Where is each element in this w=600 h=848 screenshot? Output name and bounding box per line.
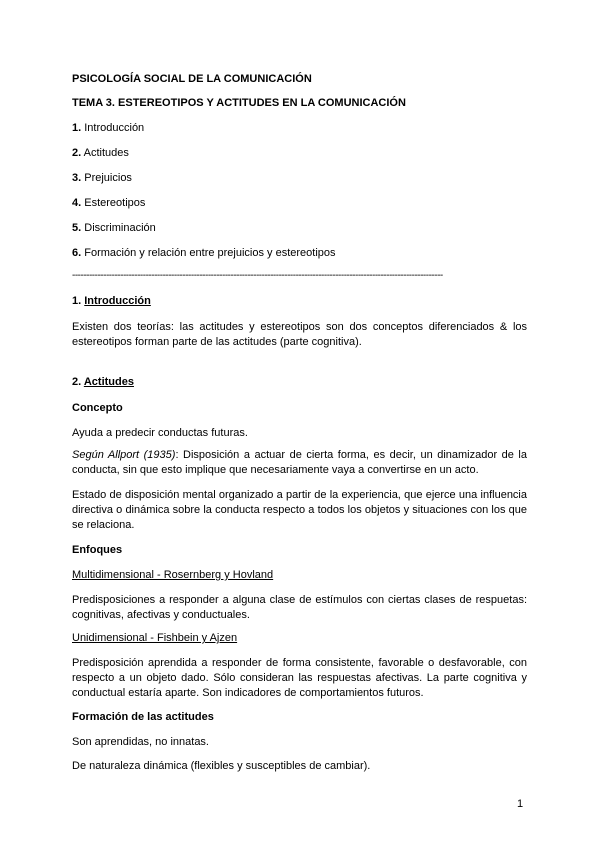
paragraph: Predisposición aprendida a responder de forma consistente, favorable o desfavorable, con respecto a un objeto dado. Sólo consideran las respuestas afectivas. La parte cognitiva y conductual estaría aparte. Son indicadores de comportamientos futuros. [72, 657, 527, 699]
toc-item [72, 146, 527, 161]
section-number: 2. [72, 376, 82, 388]
toc-item [72, 246, 527, 261]
subsection-heading: Enfoques [72, 544, 123, 556]
approach-heading: Multidimensional - Rosernberg y Hovland [72, 569, 274, 581]
page-number: 1 [517, 798, 524, 810]
toc-item-label: Prejuicios [84, 172, 132, 184]
section-number: 1. [72, 295, 82, 307]
toc-item-number: 2. [72, 147, 82, 159]
toc-item-number: 4. [72, 197, 82, 209]
toc-item-number: 3. [72, 172, 82, 184]
paragraph: Estado de disposición mental organizado a partir de la experiencia, que ejerce una influencia directiva o dinámica sobre la conducta respecto a todos los objetos y situaciones con los que se relaciona. [72, 489, 527, 531]
toc-item [72, 196, 527, 211]
toc-item [72, 121, 527, 136]
toc-item [72, 171, 527, 186]
paragraph: De naturaleza dinámica (flexibles y susceptibles de cambiar). [72, 760, 371, 772]
section-heading [72, 375, 527, 390]
toc-item-number: 6. [72, 247, 82, 259]
subsection-heading: Formación de las actitudes [72, 711, 214, 723]
section-heading [72, 294, 527, 309]
toc-item-number: 5. [72, 222, 82, 234]
paragraph: Ayuda a predecir conductas futuras. [72, 427, 248, 439]
subsection-heading: Concepto [72, 402, 123, 414]
toc-item-label: Estereotipos [84, 197, 146, 209]
toc-item-label: Formación y relación entre prejuicios y estereotipos [84, 247, 336, 259]
citation: Según Allport (1935) [72, 449, 176, 461]
paragraph: Son aprendidas, no innatas. [72, 736, 209, 748]
topic-title: TEMA 3. ESTEREOTIPOS Y ACTITUDES EN LA COMUNICACIÓN [72, 97, 406, 109]
section-title: Actitudes [83, 376, 134, 388]
paragraph: Predisposiciones a responder a alguna clase de estímulos con ciertas clases de respuetas: cognitivas, afectivas y conductuales. [72, 594, 527, 621]
separator-line: ----------------------------------------------------------------------------------------------------------------------------------- [72, 270, 443, 281]
course-title: PSICOLOGÍA SOCIAL DE LA COMUNICACIÓN [72, 73, 312, 85]
toc-item-number: 1. [72, 122, 82, 134]
toc-item [72, 221, 527, 236]
toc-item-label: Discriminación [84, 222, 156, 234]
paragraph [72, 448, 527, 478]
section-title: Introducción [84, 295, 151, 307]
toc-item-label: Actitudes [83, 147, 129, 159]
toc-item-label: Introducción [84, 122, 145, 134]
approach-heading: Unidimensional - Fishbein y Ajzen [72, 632, 238, 644]
section-paragraph: Existen dos teorías: las actitudes y estereotipos son dos conceptos diferenciados & los estereotipos forman parte de las actitudes (parte cognitiva). [72, 321, 527, 348]
paragraph-text: : Disposición a actuar de cierta forma, es decir, un dinamizador de la conducta, sin que esto implique que necesariamente vaya a convertirse en un acto. [72, 449, 527, 476]
